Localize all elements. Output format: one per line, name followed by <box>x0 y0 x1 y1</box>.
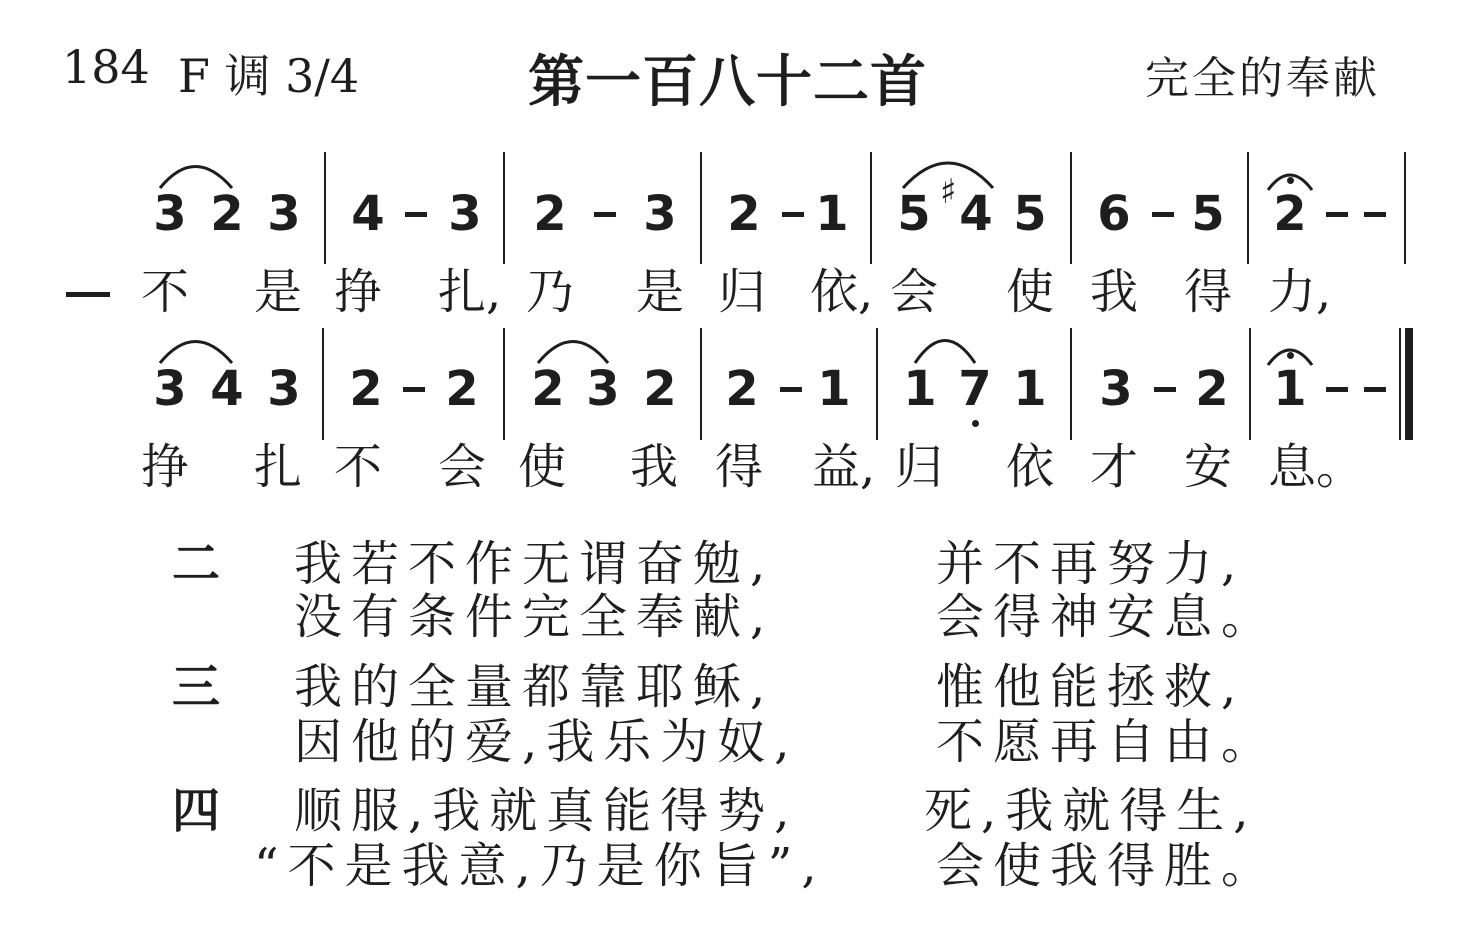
barline <box>1070 152 1072 264</box>
barline <box>876 328 878 440</box>
lyric-syllable: 依 <box>1006 439 1055 495</box>
barline <box>1247 152 1249 264</box>
note: 4 <box>351 186 385 242</box>
lyric-syllable: 会 <box>890 264 939 320</box>
lyric-syllable: 不 <box>141 264 190 320</box>
verse-number: 二 <box>172 536 221 592</box>
lyric-syllable: 不 <box>334 439 383 495</box>
barline <box>700 328 702 440</box>
lyric-syllable: 使 <box>518 439 567 495</box>
lyric-syllable: 我 <box>630 439 679 495</box>
verse-line: “不是我意,乃是你旨”, <box>254 838 826 894</box>
note-extension-dash <box>780 387 802 392</box>
lyric-syllable: 归 <box>895 439 944 495</box>
note-extension-dash <box>1364 387 1386 392</box>
note: 2 <box>727 186 761 242</box>
note: 2 <box>1273 186 1307 242</box>
lyric-syllable: 扎 <box>254 439 303 495</box>
key-and-time-signature: F 调 3/4 <box>178 49 360 103</box>
barline <box>1404 152 1406 264</box>
note: 3 <box>643 186 677 242</box>
lyric-syllable: 才 <box>1090 439 1139 495</box>
verse-line: 惟他能拯救, <box>936 659 1246 715</box>
lyric-syllable: 益, <box>812 439 876 495</box>
note: 2 <box>210 186 244 242</box>
note: 5 <box>1013 186 1047 242</box>
hymn-number: 184 <box>62 40 150 94</box>
note: 2 <box>533 186 567 242</box>
verse-number: 三 <box>172 659 221 715</box>
barline <box>503 328 505 440</box>
lyric-syllable: 是 <box>254 264 303 320</box>
barline <box>324 152 326 264</box>
slur <box>915 341 975 364</box>
note-extension-dash <box>1326 212 1348 217</box>
verse-line: 因他的爱,我乐为奴, <box>294 714 799 770</box>
note: 3 <box>153 186 187 242</box>
lyric-syllable: 依, <box>810 264 874 320</box>
note-extension-dash <box>1154 387 1176 392</box>
lyric-syllable: 扎, <box>438 264 502 320</box>
verse-line: 我的全量都靠耶稣, <box>294 659 775 715</box>
note: 7 <box>958 361 992 417</box>
fermata-dot <box>1287 177 1294 184</box>
note: 3 <box>586 361 620 417</box>
slur <box>160 342 232 364</box>
note: 4 <box>959 186 993 242</box>
sharp-icon: ♯ <box>940 172 957 212</box>
verse-number: 四 <box>172 783 221 839</box>
verse-one-marker <box>66 292 110 297</box>
verse-line: 不愿再自由。 <box>936 714 1279 770</box>
verse-line: 会使我得胜。 <box>936 838 1279 894</box>
note: 4 <box>210 361 244 417</box>
verse-line: 没有条件完全奉献, <box>294 589 775 645</box>
barline <box>1249 328 1251 440</box>
lyric-syllable: 使 <box>1006 264 1055 320</box>
note: 3 <box>267 361 301 417</box>
lyric-syllable: 力, <box>1268 264 1332 320</box>
note: 1 <box>817 361 851 417</box>
hymn-subtitle: 完全的奉献 <box>1145 53 1380 104</box>
note: 1 <box>1013 361 1047 417</box>
verse-line: 死,我就得生, <box>924 783 1258 839</box>
note-extension-dash <box>405 212 427 217</box>
verse-line: 顺服,我就真能得势, <box>294 783 799 839</box>
lyric-syllable: 乃 <box>526 264 575 320</box>
note: 2 <box>445 361 479 417</box>
barline <box>870 152 872 264</box>
note: 1 <box>815 186 849 242</box>
final-barline-thick <box>1405 328 1413 440</box>
slur <box>538 342 608 364</box>
note: 6 <box>1097 186 1131 242</box>
lyric-syllable: 得 <box>715 439 764 495</box>
note: 3 <box>153 361 187 417</box>
note: 5 <box>1191 186 1225 242</box>
fermata-dot <box>1287 352 1294 359</box>
lyric-syllable: 安 <box>1184 439 1233 495</box>
barline <box>503 152 505 264</box>
note: 2 <box>349 361 383 417</box>
barline <box>700 152 702 264</box>
note: 2 <box>1195 361 1229 417</box>
verse-line: 并不再努力, <box>936 536 1246 592</box>
lyric-syllable: 我 <box>1090 264 1139 320</box>
lyric-syllable: 是 <box>636 264 685 320</box>
barline <box>1070 328 1072 440</box>
verse-line: 我若不作无谓奋勉, <box>294 536 775 592</box>
note: 2 <box>725 361 759 417</box>
lyric-syllable: 得 <box>1184 264 1233 320</box>
note: 5 <box>897 186 931 242</box>
verse-line: 会得神安息。 <box>936 589 1279 645</box>
note-extension-dash <box>782 212 804 217</box>
note: 2 <box>643 361 677 417</box>
barline <box>322 328 324 440</box>
note-extension-dash <box>1152 212 1174 217</box>
note: 3 <box>448 186 482 242</box>
lyric-syllable: 挣 <box>141 439 190 495</box>
note: 1 <box>903 361 937 417</box>
note-extension-dash <box>1364 212 1386 217</box>
note: 2 <box>531 361 565 417</box>
note-extension-dash <box>403 387 425 392</box>
note: 3 <box>1099 361 1133 417</box>
final-barline-thin <box>1399 328 1401 440</box>
note-extension-dash <box>1326 387 1348 392</box>
lyric-syllable: 归 <box>718 264 767 320</box>
note: 1 <box>1273 361 1307 417</box>
note-extension-dash <box>594 212 616 217</box>
hymn-title: 第一百八十二首 <box>528 50 927 115</box>
lyric-syllable: 会 <box>438 439 487 495</box>
slur <box>160 167 232 189</box>
lyric-syllable: 挣 <box>334 264 383 320</box>
lower-octave-dot <box>972 420 979 427</box>
note: 3 <box>267 186 301 242</box>
lyric-syllable: 息。 <box>1268 439 1365 495</box>
